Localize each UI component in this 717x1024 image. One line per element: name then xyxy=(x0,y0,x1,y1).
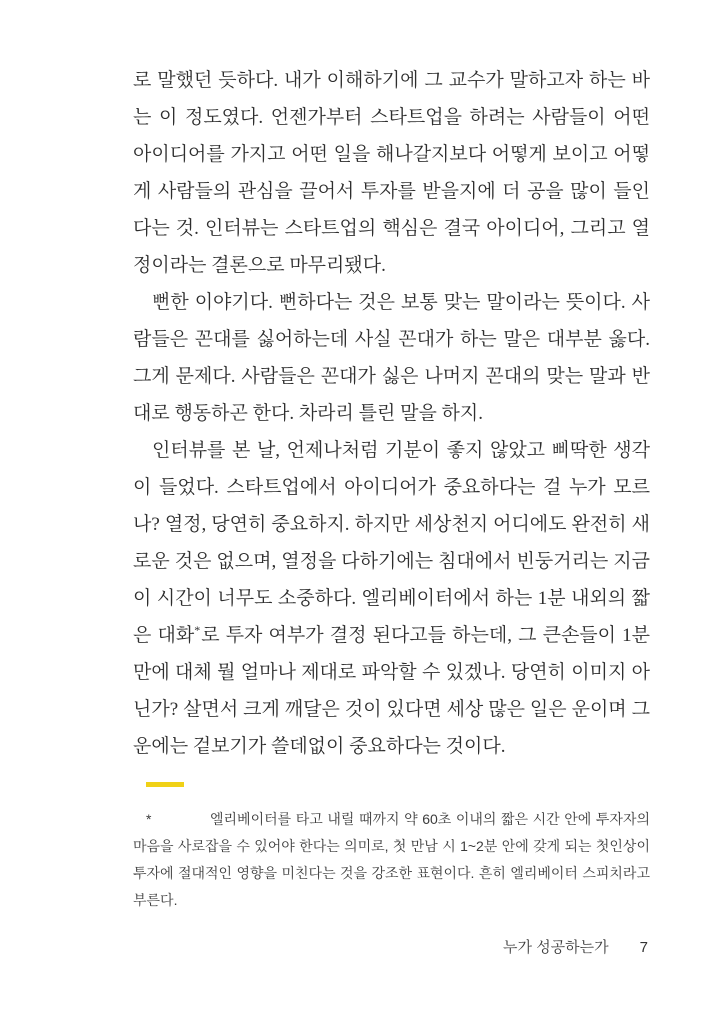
running-footer xyxy=(503,936,648,957)
footer-page-number: 7 xyxy=(639,939,648,956)
footnote-divider-rule xyxy=(146,782,184,787)
footnote-text: 엘리베이터를 타고 내릴 때까지 약 60초 이내의 짧은 시간 안에 투자자의 마음을 사로잡을 수 있어야 한다는 의미로, 첫 만남 시 1~2분 안에 갖게 되는 첫인상이 투자에 절대적인 영향을 미친다는 것을 강조한 표현이다. 흔히 엘리베이터 스피치라고 부른다. xyxy=(133,811,650,908)
footnote-block xyxy=(133,806,650,914)
body-paragraph-3-text: 인터뷰를 본 날, 언제나처럼 기분이 좋지 않았고 삐딱한 생각이 들었다. 스타트업에서 아이디어가 중요하다는 걸 누가 모르나? 열정, 당연히 중요하지. 하지만 세상천지 어디에도 완전히 새로운 것은 없으며, 열정을 다하기에는 침대에서 빈둥거리는 지금 이 시간이 너무도 소중하다. 엘리베이터에서 하는 1분 내외의 짧은 대화 xyxy=(133,440,650,646)
footnote-reference-asterisk: * xyxy=(194,623,202,637)
footer-chapter-title: 누가 성공하는가 xyxy=(503,939,609,956)
footnote-marker-asterisk: * xyxy=(146,811,152,827)
body-paragraph-3 xyxy=(133,432,650,765)
body-paragraph-1: 로 말했던 듯하다. 내가 이해하기에 그 교수가 말하고자 하는 바는 이 정도였다. 언젠가부터 스타트업을 하려는 사람들이 어떤 아이디어를 가지고 어떤 일을 해나갈지보다 어떻게 보이고 어떻게 사람들의 관심을 끌어서 투자를 받을지에 더 공을 많이 들인다는 것. 인터뷰는 스타트업의 핵심은 결국 아이디어, 그리고 열정이라는 결론으로 마무리됐다. xyxy=(133,70,650,276)
footnote-entry xyxy=(133,806,650,914)
body-paragraph-2: 뻔한 이야기다. 뻔하다는 것은 보통 맞는 말이라는 뜻이다. 사람들은 꼰대를 싫어하는데 사실 꼰대가 하는 말은 대부분 옳다. 그게 문제다. 사람들은 꼰대가 싫은 나머지 꼰대의 맞는 말과 반대로 행동하곤 한다. 차라리 틀린 말을 하지. xyxy=(133,292,650,424)
body-text-block xyxy=(133,62,650,765)
body-paragraph-3-text-continued: 로 투자 여부가 결정 된다고들 하는데, 그 큰손들이 1분 만에 대체 뭘 얼마나 제대로 파악할 수 있겠나. 당연히 이미지 아닌가? 살면서 크게 깨달은 것이 있다면 세상 많은 일은 운이며 그 운에는 겉보기가 쓸데없이 중요하다는 것이다. xyxy=(133,625,650,757)
